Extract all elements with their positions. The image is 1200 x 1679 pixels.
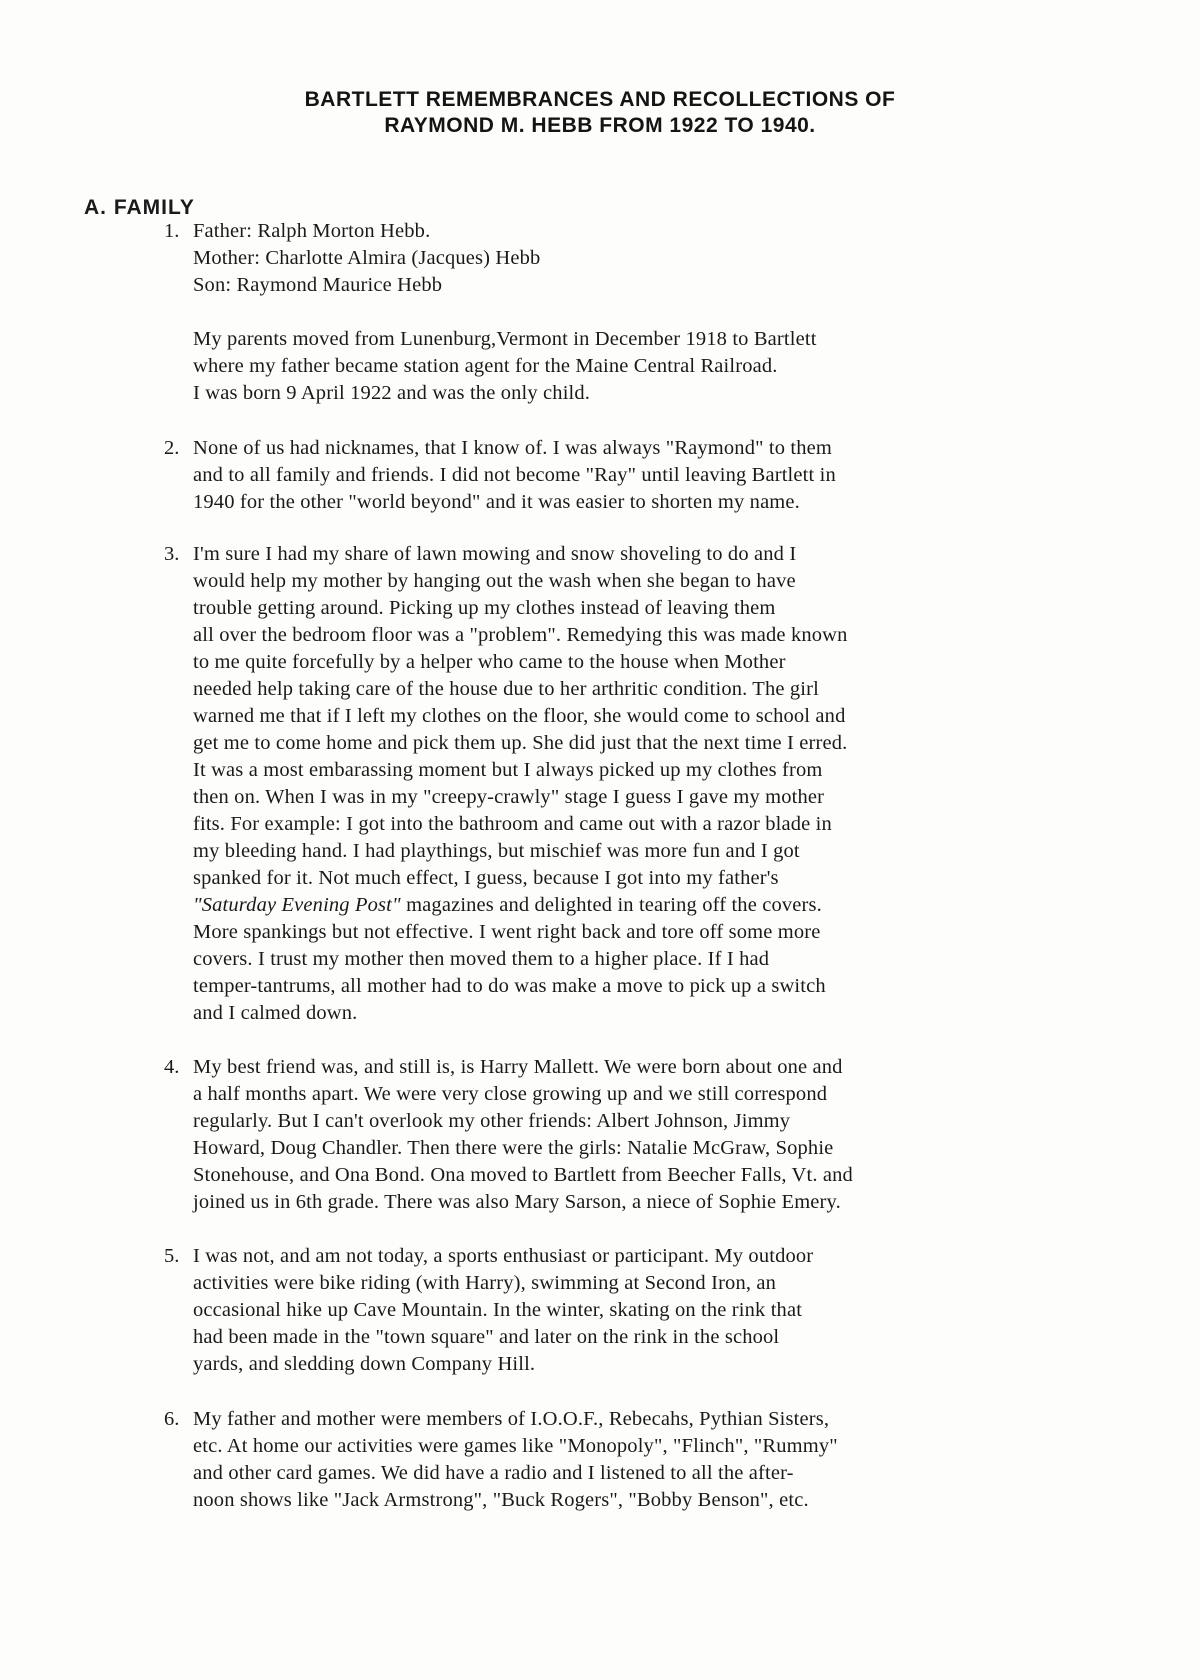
- text-line: and I calmed down.: [193, 1002, 358, 1024]
- text-line: My parents moved from Lunenburg,Vermont in December 1918 to Bartlett: [193, 328, 817, 350]
- text-line: I was not, and am not today, a sports enthusiast or participant. My outdoor: [193, 1245, 814, 1267]
- text-line: I'm sure I had my share of lawn mowing and snow shoveling to do and I: [193, 543, 797, 565]
- text-line: etc. At home our activities were games like "Monopoly", "Flinch", "Rummy": [193, 1435, 838, 1457]
- document-title-line-1: BARTLETT REMEMBRANCES AND RECOLLECTIONS OF: [304, 88, 896, 111]
- text-line: activities were bike riding (with Harry), swimming at Second Iron, an: [193, 1272, 777, 1294]
- text-line: all over the bedroom floor was a "problem". Remedying this was made known: [193, 624, 848, 646]
- magazine-title-italic: "Saturday Evening Post": [193, 894, 401, 916]
- text-line: fits. For example: I got into the bathroom and came out with a razor blade in: [193, 813, 832, 835]
- text-line: my bleeding hand. I had playthings, but mischief was more fun and I got: [193, 840, 800, 862]
- text-line: My best friend was, and still is, is Harry Mallett. We were born about one and: [193, 1056, 843, 1078]
- text-line: and other card games. We did have a radio and I listened to all the after-: [193, 1462, 794, 1484]
- text-line: [193, 892, 822, 919]
- text-line: spanked for it. Not much effect, I guess, because I got into my father's: [193, 867, 779, 889]
- text-line: 1940 for the other "world beyond" and it was easier to shorten my name.: [193, 491, 800, 513]
- text-line: occasional hike up Cave Mountain. In the winter, skating on the rink that: [193, 1299, 803, 1321]
- text-line: to me quite forcefully by a helper who came to the house when Mother: [193, 651, 786, 673]
- text-line: Son: Raymond Maurice Hebb: [193, 274, 443, 296]
- text-line: More spankings but not effective. I went right back and tore off some more: [193, 921, 821, 943]
- text-line: get me to come home and pick them up. She did just that the next time I erred.: [193, 732, 848, 754]
- text-line: warned me that if I left my clothes on the floor, she would come to school and: [193, 705, 846, 727]
- text-line: Mother: Charlotte Almira (Jacques) Hebb: [193, 247, 541, 269]
- text-line: Father: Ralph Morton Hebb.: [193, 220, 431, 242]
- text-line: then on. When I was in my "creepy-crawly" stage I guess I gave my mother: [193, 786, 825, 808]
- text-line: None of us had nicknames, that I know of. I was always "Raymond" to them: [193, 437, 832, 459]
- text-line: needed help taking care of the house due to her arthritic condition. The girl: [193, 678, 819, 700]
- text-line: yards, and sledding down Company Hill.: [193, 1353, 536, 1375]
- text-line: covers. I trust my mother then moved them to a higher place. If I had: [193, 948, 770, 970]
- item-number: 1.: [164, 220, 180, 242]
- text-line: joined us in 6th grade. There was also Mary Sarson, a niece of Sophie Emery.: [193, 1191, 841, 1213]
- item-number: 2.: [164, 437, 180, 459]
- item-number: 3.: [164, 543, 180, 565]
- text-line: temper-tantrums, all mother had to do was make a move to pick up a switch: [193, 975, 826, 997]
- item-number: 6.: [164, 1408, 180, 1430]
- text-line: a half months apart. We were very close growing up and we still correspond: [193, 1083, 828, 1105]
- text-line: would help my mother by hanging out the wash when she began to have: [193, 570, 796, 592]
- item-number: 5.: [164, 1245, 180, 1267]
- text-line: regularly. But I can't overlook my other friends: Albert Johnson, Jimmy: [193, 1110, 791, 1132]
- text-line: Stonehouse, and Ona Bond. Ona moved to Bartlett from Beecher Falls, Vt. and: [193, 1164, 853, 1186]
- section-heading: A. FAMILY: [84, 196, 195, 219]
- text-line: and to all family and friends. I did not become "Ray" until leaving Bartlett in: [193, 464, 836, 486]
- text-line: Howard, Doug Chandler. Then there were the girls: Natalie McGraw, Sophie: [193, 1137, 834, 1159]
- text-line: I was born 9 April 1922 and was the only child.: [193, 382, 591, 404]
- item-number: 4.: [164, 1056, 180, 1078]
- text-line: It was a most embarassing moment but I always picked up my clothes from: [193, 759, 823, 781]
- document-title-line-2: RAYMOND M. HEBB FROM 1922 TO 1940.: [384, 114, 816, 137]
- text-span: magazines and delighted in tearing off the covers.: [400, 894, 822, 916]
- text-line: where my father became station agent for the Maine Central Railroad.: [193, 355, 778, 377]
- text-line: had been made in the "town square" and later on the rink in the school: [193, 1326, 780, 1348]
- text-line: noon shows like "Jack Armstrong", "Buck Rogers", "Bobby Benson", etc.: [193, 1489, 809, 1511]
- text-line: My father and mother were members of I.O.O.F., Rebecahs, Pythian Sisters,: [193, 1408, 830, 1430]
- text-line: trouble getting around. Picking up my clothes instead of leaving them: [193, 597, 776, 619]
